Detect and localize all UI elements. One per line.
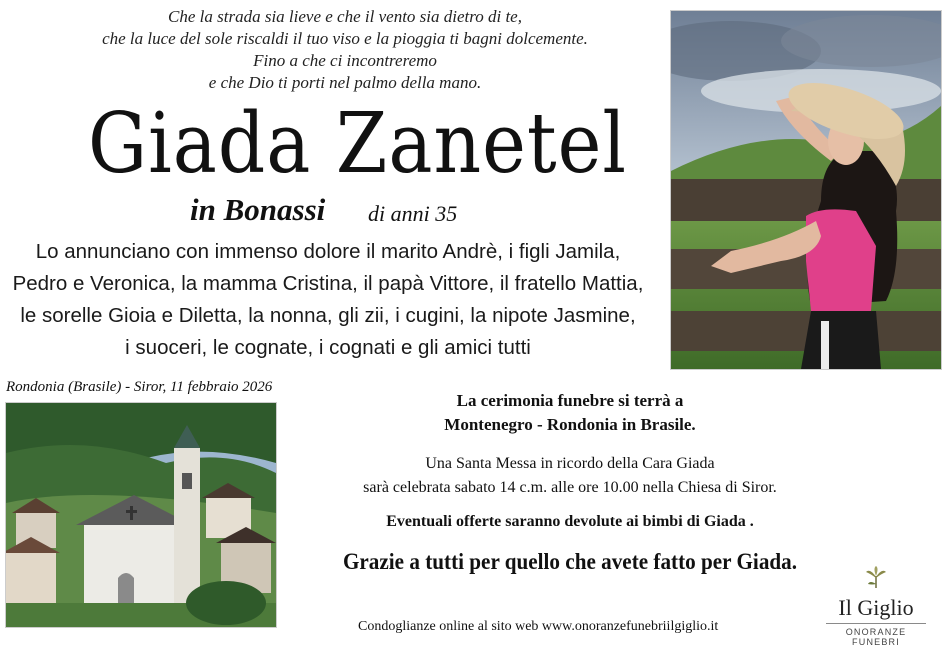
ceremony-line: La cerimonia funebre si terrà a xyxy=(456,391,684,410)
logo-subtitle: ONORANZE FUNEBRI xyxy=(826,623,926,647)
village-church-photo xyxy=(5,402,277,628)
lily-icon xyxy=(862,566,890,590)
deceased-age: di anni 35 xyxy=(368,201,458,226)
mass-line: sarà celebrata sabato 14 c.m. alle ore 10.00 nella Chiesa di Siror. xyxy=(363,479,777,496)
mass-line: Una Santa Messa in ricordo della Cara Giada xyxy=(425,455,715,472)
poem-line: Che la strada sia lieve e che il vento sia dietro di te, xyxy=(168,7,522,26)
poem-line: che la luce del sole riscaldi il tuo viso e la pioggia ti bagni dolcemente. xyxy=(102,29,588,48)
offerings-note: Eventuali offerte saranno devolute ai bimbi di Giada . xyxy=(386,513,754,530)
deceased-name: Giada Zanetel xyxy=(88,95,628,192)
place-date: Rondonia (Brasile) - Siror, 11 febbraio 2026 xyxy=(6,379,273,395)
funeral-home-logo xyxy=(820,566,932,647)
ceremony-info xyxy=(300,390,840,577)
announcement-line: Lo annunciano con immenso dolore il marito Andrè, i figli Jamila, xyxy=(35,240,621,263)
thanks-message: Grazie a tutti per quello che avete fatto per Giada. xyxy=(342,549,798,574)
announcement xyxy=(0,236,656,364)
ceremony-line: Montenegro - Rondonia in Brasile. xyxy=(444,415,696,434)
poem xyxy=(0,6,690,94)
married-name: in Bonassi xyxy=(190,192,326,227)
announcement-line: Pedro e Veronica, la mamma Cristina, il papà Vittore, il fratello Mattia, xyxy=(12,272,644,295)
poem-line: e che Dio ti porti nel palmo della mano. xyxy=(208,73,482,92)
logo-name: Il Giglio xyxy=(838,595,914,620)
condolences-link[interactable]: Condoglianze online al sito web www.onoranzefunebriilgiglio.it xyxy=(358,619,719,634)
announcement-line: le sorelle Gioia e Diletta, la nonna, gli zii, i cugini, la nipote Jasmine, xyxy=(20,304,636,327)
portrait-photo xyxy=(670,10,942,370)
announcement-line: i suoceri, le cognate, i cognati e gli amici tutti xyxy=(125,336,531,359)
poem-line: Fino a che ci incontreremo xyxy=(253,51,437,70)
